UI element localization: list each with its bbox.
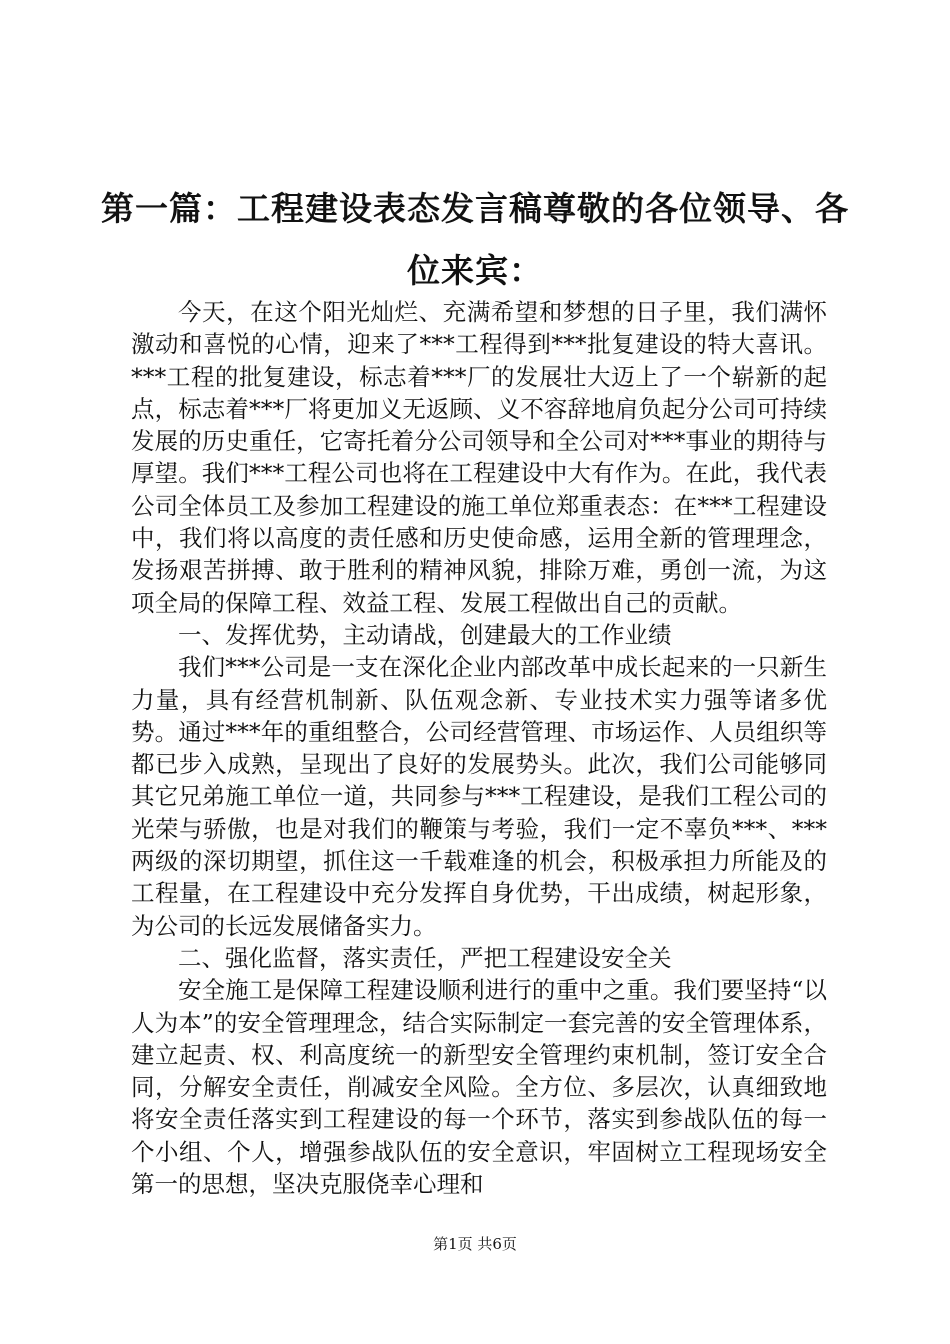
- body-paragraph: 今天，在这个阳光灿烂、充满希望和梦想的日子里，我们满怀激动和喜悦的心情，迎来了***工程得到***批复建设的特大喜讯。***工程的批复建设，标志着***厂的发展壮大迈上了一个崭新的起点，标志着***厂将更加义无返顾、义不容辞地肩负起分公司可持续发展的历史重任，它寄托着分公司领导和全公司对***事业的期待与厚望。我们***工程公司也将在工程建设中大有作为。在此，我代表公司全体员工及参加工程建设的施工单位郑重表态：在***工程建设中，我们将以高度的责任感和历史使命感，运用全新的管理理念，发扬艰苦拼搏、敢于胜利的精神风貌，排除万难，勇创一流，为这项全局的保障工程、效益工程、发展工程做出自己的贡献。: [131, 298, 827, 617]
- document-body: [131, 296, 827, 1200]
- document-title: 第一篇：工程建设表态发言稿尊敬的各位领导、各位来宾：: [101, 189, 849, 290]
- section-heading: 一、发挥优势，主动请战，创建最大的工作业绩: [178, 620, 672, 649]
- body-paragraph: 我们***公司是一支在深化企业内部改革中成长起来的一只新生力量，具有经营机制新、队伍观念新、专业技术实力强等诸多优势。通过***年的重组整合，公司经营管理、市场运作、人员组织等都已步入成熟，呈现出了良好的发展势头。此次，我们公司能够同其它兄弟施工单位一道，共同参与***工程建设，是我们工程公司的光荣与骄傲，也是对我们的鞭策与考验，我们一定不辜负***、***两级的深切期望，抓住这一千载难逢的机会，积极承担力所能及的工程量，在工程建设中充分发挥自身优势，干出成绩，树起形象，为公司的长远发展储备实力。: [131, 653, 827, 940]
- body-paragraph: 安全施工是保障工程建设顺利进行的重中之重。我们要坚持“以人为本”的安全管理理念，结合实际制定一套完善的安全管理体系，建立起责、权、利高度统一的新型安全管理约束机制，签订安全合同，分解安全责任，削减安全风险。全方位、多层次，认真细致地将安全责任落实到工程建设的每一个环节，落实到参战队伍的每一个小组、个人，增强参战队伍的安全意识，牢固树立工程现场安全第一的思想，坚决克服侥幸心理和: [131, 976, 827, 1199]
- section-heading: 二、强化监督，落实责任，严把工程建设安全关: [178, 943, 672, 972]
- page-footer: 第1页 共6页: [433, 1235, 517, 1253]
